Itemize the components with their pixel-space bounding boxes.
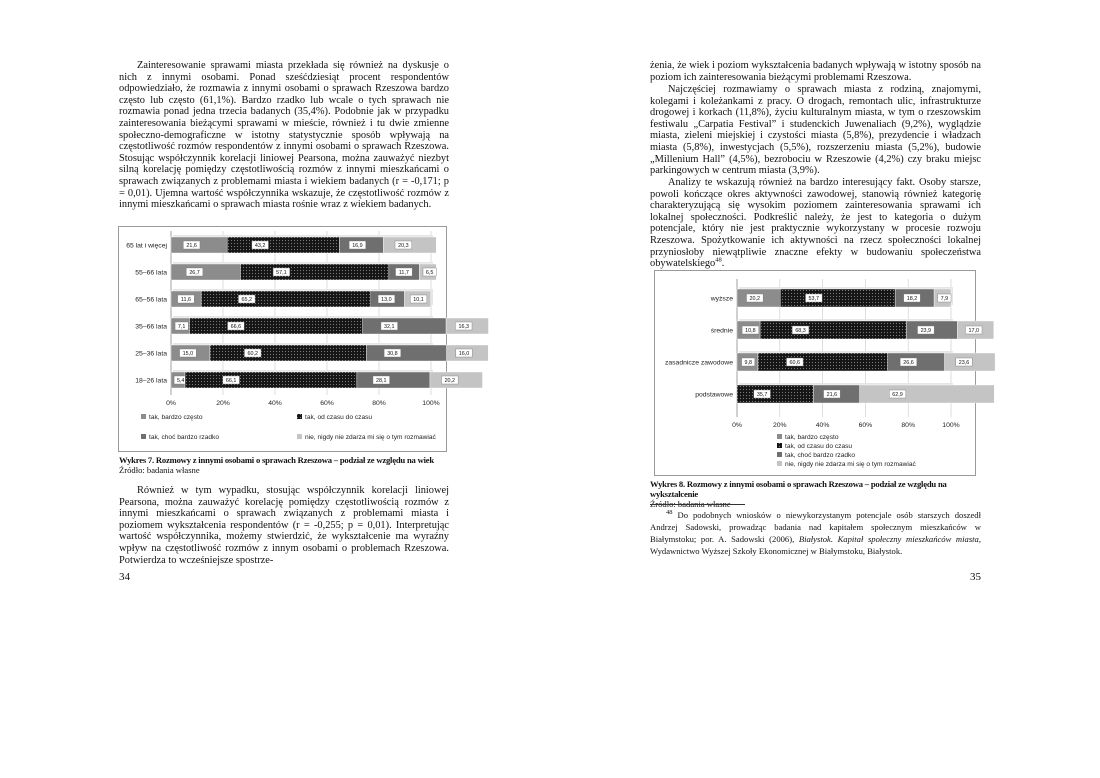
x-tick-label: 40% bbox=[815, 422, 830, 429]
category-label: zasadnicze zawodowe bbox=[664, 359, 733, 367]
legend-entry: tak, od czasu do czasu bbox=[305, 414, 373, 421]
data-label: 60,2 bbox=[247, 351, 258, 358]
data-label: 43,2 bbox=[254, 243, 266, 250]
legend-swatch bbox=[297, 434, 302, 439]
x-tick-label: 0% bbox=[732, 422, 742, 429]
data-label: 15,0 bbox=[182, 351, 194, 358]
data-label: 60,6 bbox=[789, 360, 801, 367]
x-tick-label: 0% bbox=[166, 400, 176, 407]
left-paragraph-2: Również w tym wypadku, stosując współczynnik korelacji liniowej Pearsona, można zauważyć korelację pomiędzy częstotliwością rozmów z innymi mieszkańcami o sprawach związanych z problemami miasta i poziomem wykształcenia respondentów (r = -0,255; p = 0,01). Interpretując wartość współczynnika, możemy stwierdzić, że wykształcenie ma wyraźny wpływ na częstotliwość rozmów z innym osobami o problemach Rzeszowa. Potwierdza to wcześniejsze spostrze- bbox=[119, 485, 449, 566]
bar-segment-tak-od-czasu-do-czasu bbox=[758, 353, 888, 371]
data-label: 13,0 bbox=[381, 297, 392, 304]
data-label: 66,1 bbox=[225, 378, 237, 385]
caption-chart-7 bbox=[119, 455, 459, 475]
right-paragraph-1: żenia, że wiek i poziom wykształcenia badanych wpływają w istotny sposób na poziom ich zainteresowania bieżącymi problemami Rzeszowa. bbox=[650, 60, 981, 83]
bar-segment-tak-od-czasu-do-czasu bbox=[240, 264, 388, 280]
data-label: 16,3 bbox=[458, 324, 469, 331]
legend-swatch bbox=[297, 414, 302, 419]
data-label: 11,6 bbox=[180, 297, 191, 304]
data-label: 20,2 bbox=[444, 378, 456, 385]
data-label: 23,9 bbox=[920, 328, 932, 335]
legend-swatch bbox=[141, 434, 146, 439]
chart-education-svg bbox=[655, 271, 979, 475]
data-label: 21,6 bbox=[186, 243, 197, 250]
data-label: 62,9 bbox=[892, 392, 903, 399]
bar-segment-tak-od-czasu-do-czasu bbox=[737, 385, 813, 403]
data-label: 18,2 bbox=[906, 296, 918, 303]
x-tick-label: 80% bbox=[372, 400, 386, 407]
legend-swatch bbox=[777, 443, 782, 448]
data-label: 26,7 bbox=[189, 270, 200, 277]
legend-entry: nie, nigdy nie zdarza mi się o tym rozmawiać bbox=[785, 461, 916, 468]
bar-segment-tak-od-czasu-do-czasu bbox=[201, 291, 371, 307]
footnote-divider bbox=[650, 504, 745, 505]
chart-age-svg bbox=[119, 227, 470, 451]
footnote-48 bbox=[650, 509, 981, 557]
bar-segment-tak-od-czasu-do-czasu bbox=[760, 321, 906, 339]
data-label: 7,1 bbox=[177, 324, 186, 331]
data-label: 20,3 bbox=[398, 243, 409, 250]
category-label: 65–56 lata bbox=[135, 296, 167, 304]
page-number-right: 35 bbox=[970, 571, 981, 583]
data-label: 35,7 bbox=[756, 392, 768, 399]
data-label: 16,9 bbox=[352, 243, 363, 250]
bar-segment-tak-od-czasu-do-czasu bbox=[185, 372, 357, 388]
legend-entry: tak, bardzo często bbox=[149, 414, 203, 421]
chart-education bbox=[654, 270, 979, 476]
data-label: 30,8 bbox=[387, 351, 398, 358]
data-label: 5,4 bbox=[176, 378, 185, 385]
data-label: 7,9 bbox=[940, 296, 949, 303]
data-label: 57,1 bbox=[276, 270, 287, 277]
data-label: 66,6 bbox=[230, 324, 242, 331]
right-paragraph-3: Analizy te wskazują również na bardzo interesujący fakt. Osoby starsze, powoli kończące okres aktywności zawodowej, stanowią również kategorię charakteryzującą się wysokim poziomem zainteresowania sprawami ich lokalnej społeczności. Podkreślić należy, że jest to kategoria o dużym potencjale, który nie jest praktycznie wykorzystany w procesie rozwoju Rzeszowa. Spożytkowanie ich aktywności na rzecz społeczności lokalnej przyniosłoby niewątpliwie znaczne efekty w budowaniu społeczeństwa obywatelskiego$^{48}$. bbox=[650, 177, 981, 270]
legend-swatch bbox=[777, 434, 782, 439]
bar-segment-tak-choć-bardzo-rzadko bbox=[367, 345, 447, 361]
data-label: 20,2 bbox=[749, 296, 761, 303]
category-label: wyższe bbox=[710, 295, 733, 303]
legend-entry: tak, bardzo często bbox=[785, 434, 839, 441]
x-tick-label: 40% bbox=[268, 400, 282, 407]
caption-title: Wykres 7. Rozmowy z innymi osobami o sprawach Rzeszowa – podział ze względu na wiek bbox=[119, 455, 434, 465]
page-number-left: 34 bbox=[119, 571, 130, 583]
category-label: 25–36 lata bbox=[135, 350, 167, 358]
data-label: 9,8 bbox=[744, 360, 752, 367]
data-label: 10,8 bbox=[745, 328, 756, 335]
footnote-title: Białystok. Kapitał społeczny mieszkańców miasta bbox=[798, 534, 979, 544]
data-label: 28,1 bbox=[376, 378, 387, 385]
footnote-ref: 48 bbox=[715, 256, 722, 264]
x-tick-label: 20% bbox=[772, 422, 787, 429]
bar-segment-nie-nigdy-nie-zdarza-mi-się-o-tym-rozmawiać bbox=[860, 385, 995, 403]
legend-entry: tak, choć bardzo rzadko bbox=[149, 434, 220, 441]
data-label: 65,2 bbox=[241, 297, 253, 304]
right-paragraph-3-text: Analizy te wskazują również na bardzo interesujący fakt. Osoby starsze, powoli kończące okres aktywności zawodowej, stanowią również kategorię charakteryzującą się wysokim poziomem zainteresowania sprawami ich lokalnej społeczności. Podkreślić należy, że jest to kategoria o dużym potencjale, który nie jest praktycznie wykorzystany w procesie rozwoju Rzeszowa. Spożytkowanie ich aktywności na rzecz społeczności lokalnej przyniosłoby niewątpliwie znaczne efekty w budowaniu społeczeństwa obywatelskiego bbox=[650, 177, 981, 270]
bar-segment-tak-choć-bardzo-rzadko bbox=[363, 318, 446, 334]
bar-segment-tak-od-czasu-do-czasu bbox=[189, 318, 362, 334]
bar-segment-tak-od-czasu-do-czasu bbox=[780, 289, 895, 307]
data-label: 32,1 bbox=[384, 324, 395, 331]
category-label: 18–26 lata bbox=[135, 377, 167, 385]
data-label: 17,0 bbox=[968, 328, 979, 335]
x-tick-label: 80% bbox=[901, 422, 916, 429]
legend-swatch bbox=[777, 452, 782, 457]
data-label: 53,7 bbox=[808, 296, 820, 303]
chart-age bbox=[118, 226, 470, 452]
caption-source: Źródło: badania własne bbox=[650, 499, 731, 509]
data-label: 21,6 bbox=[826, 392, 838, 399]
footnote-text-a: Do podobnych wniosków o niewykorzystanym potencjale osób starszych doszedł Andrzej Sadowski, prowadząc badania nad kapitałem społecznym mieszkańców w Białymstoku; por. A. Sadowski (2006), bbox=[650, 510, 981, 544]
x-tick-label: 60% bbox=[858, 422, 873, 429]
category-label: 35–66 lata bbox=[135, 323, 167, 331]
left-paragraph-1: Zainteresowanie sprawami miasta przekłada się również na dyskusje o nich z innymi osobami. Ponad sześćdziesiąt procent respondentów odpowiedziało, że rozmawia z innymi osobami o sprawach Rzeszowa bardzo często lub często (61,1%). Bardzo rzadko lub wcale o tych sprawach nie rozmawia ponad jedna trzecia badanych (35,4%). Podobnie jak w przypadku zainteresowania bieżącymi sprawami w mieście, również i tu dwie zmienne społeczno-demograficzne w istotny statystycznie sposób wpływają na częstotliwość rozmów respondentów z innymi osobami o sprawach Rzeszowa. Stosując współczynnik korelacji liniowej Pearsona, można zauważyć niezbyt silną korelację pomiędzy częstotliwością rozmów z innymi mieszkańcami o sprawach związanych z problemami miasta i wiekiem badanych (r = -0,171; p = 0,01). Ujemna wartość współczynnika wskazuje, że częstotliwość rozmów z innymi mieszkańcami o sprawach miasta rośnie wraz z wiekiem badanych. bbox=[119, 60, 449, 211]
caption-source: Źródło: badania własne bbox=[119, 465, 200, 475]
right-page bbox=[550, 0, 1100, 778]
data-label: 10,1 bbox=[413, 297, 424, 304]
right-paragraph-2: Najczęściej rozmawiamy o sprawach miasta z rodziną, znajomymi, kolegami i koleżankami z pracy. O drogach, remontach ulic, infrastrukturze drogowej i korkach (11,8%), życiu kulturalnym miasta, w tym o rzeszowskim festiwalu „Carpatia Festival” i studenckich Juwenaliach (9,2%), wyglądzie miasta, zieleni miejskiej i czystości miasta (5,8%), prezydencie i władzach miasta (5,8%), inwestycjach (5,5%), rozszerzeniu miasta (5,2%), budowie „Millenium Hall” (4,5%), bezrobociu w Rzeszowie (4,2%) czy braku miejsc parkingowych w centrum miasta (3,9%). bbox=[650, 84, 981, 177]
caption-title: Wykres 8. Rozmowy z innymi osobami o sprawach Rzeszowa – podział ze względu na wykształcenie bbox=[650, 479, 947, 499]
data-label: 6,5 bbox=[425, 270, 434, 277]
legend-entry: nie, nigdy nie zdarza mi się o tym rozmawiać bbox=[305, 434, 436, 441]
bar-segment-tak-od-czasu-do-czasu bbox=[227, 237, 339, 253]
bar-segment-tak-choć-bardzo-rzadko bbox=[357, 372, 430, 388]
x-tick-label: 100% bbox=[942, 422, 960, 429]
x-tick-label: 100% bbox=[422, 400, 440, 407]
footnote-number: 48 bbox=[666, 509, 673, 517]
data-label: 16,0 bbox=[458, 351, 470, 358]
data-label: 26,6 bbox=[903, 360, 914, 367]
category-label: podstawowe bbox=[695, 391, 733, 399]
bar-segment-tak-od-czasu-do-czasu bbox=[210, 345, 367, 361]
category-label: 65 lat i więcej bbox=[126, 242, 167, 250]
category-label: 55–66 lata bbox=[135, 269, 167, 277]
legend-swatch bbox=[777, 461, 782, 466]
data-label: 23,6 bbox=[958, 360, 970, 367]
x-tick-label: 20% bbox=[216, 400, 230, 407]
legend-entry: tak, od czasu do czasu bbox=[785, 443, 853, 450]
data-label: 68,3 bbox=[795, 328, 806, 335]
legend-entry: tak, choć bardzo rzadko bbox=[785, 452, 856, 459]
footnote-text-b: , Wydawnictwo Wyższej Szkoły Ekonomicznej w Białymstoku, Białystok. bbox=[650, 534, 982, 556]
data-label: 11,7 bbox=[398, 270, 409, 277]
legend-swatch bbox=[141, 414, 146, 419]
category-label: średnie bbox=[710, 327, 733, 335]
bar-segment-tak-bardzo-często bbox=[171, 264, 240, 280]
x-tick-label: 60% bbox=[320, 400, 334, 407]
